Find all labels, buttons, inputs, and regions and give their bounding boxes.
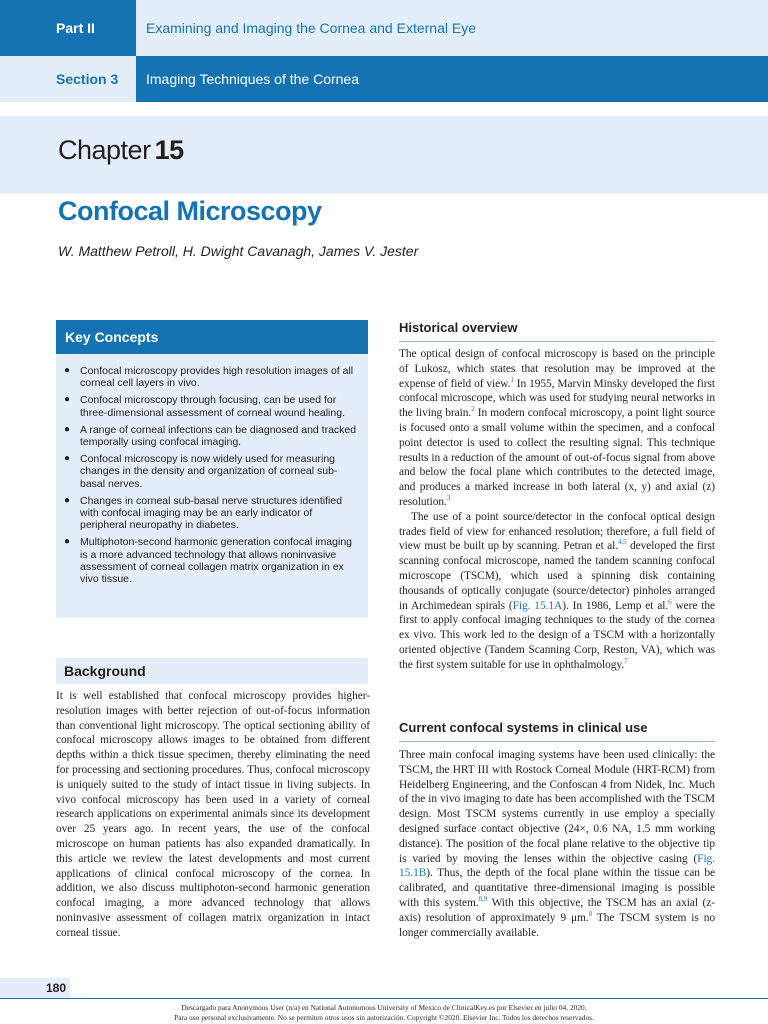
background-text (56, 689, 370, 941)
reference-link[interactable]: 3 (446, 494, 451, 503)
part-label: Part II (0, 0, 136, 56)
key-concept-item: ● A range of corneal infections can be diagnosed and tracked temporally using confocal imaging. (64, 423, 357, 449)
historical-paragraph-1: The optical design of confocal microscopy is based on the principle of Lukosz, which states that resolution may be improved at the expense of field of view.$^1$ In 1955, Marvin Minsky developed the first confocal microscope, which was used for studying neural networks in the living brain.$^2$ In modern confocal microscopy, a point light source is focused onto a small volume within the specimen, and a confocal point detector is used to collect the resulting signal. This technique results in a reduction of the amount of out-of-focus signal from above and below the focal plane which contributes to the detected image, and produces a marked increase in both lateral (x, y) and axial (z) resolution.$^3$ (399, 348, 716, 508)
section-band (0, 56, 768, 102)
chapter-authors: W. Matthew Petroll, H. Dwight Cavanagh, James V. Jester (58, 243, 419, 259)
key-concepts-heading: Key Concepts (56, 320, 368, 354)
historical-overview-text (399, 347, 715, 673)
bullet-icon: ● (64, 453, 71, 465)
key-concepts-box (56, 320, 368, 618)
chapter-label: Chapter (58, 135, 151, 165)
bullet-icon: ● (64, 423, 71, 435)
reference-link[interactable]: 8 (588, 909, 593, 918)
download-notice-line-1: Descargado para Anonymous User (n/a) en National Autonomous University of Mexico de ClinicalKey.es por Elsevier en julio 04, 2020. (181, 1003, 587, 1012)
figure-link[interactable]: Fig. 15.1A (512, 599, 563, 612)
reference-link[interactable]: 8,9 (478, 895, 488, 904)
bullet-icon: ● (64, 536, 71, 548)
key-concept-item: ● Confocal microscopy is now widely used for measuring changes in the density and organization of corneal sub-basal nerves. (64, 453, 338, 490)
reference-link[interactable]: 6 (668, 597, 672, 606)
background-heading: Background (56, 658, 368, 684)
background-paragraph: It is well established that confocal microscopy provides higher-resolution images with better rejection of out-of-focus information than conventional light microscopy. The optical sectioning ability of confocal microscopy allows images to be obtained from different depths within a thick tissue specimen, thereby eliminating the need for processing and sectioning procedures. Thus, confocal microscopy is uniquely suited to the study of intact tissue in living subjects. In vivo confocal microscopy has been used in a variety of corneal research applications on experimental animals since its development over 25 years ago. In recent years, the use of the confocal microscope on human patients has also expanded dramatically. In this article we review the latest developments and most current applications of clinical confocal microscopy of the cornea. In addition, we also discuss multiphoton-second harmonic generation confocal imaging, a more advanced technology that allows noninvasive assessment of collagen matrix organization in intact corneal tissue. (56, 690, 370, 939)
key-concept-item: ● Confocal microscopy provides high resolution images of all corneal cell layers in vivo. (64, 365, 354, 390)
download-notice (0, 1003, 768, 1023)
bullet-icon: ● (64, 365, 71, 376)
footer-rule (0, 998, 768, 999)
historical-overview-heading: Historical overview (399, 320, 715, 342)
chapter-number: 15 (154, 135, 184, 165)
bullet-icon: ● (64, 494, 71, 506)
reference-link[interactable]: 7 (624, 656, 628, 665)
key-concept-item: ● Confocal microscopy through focusing, can be used for three-dimensional assessment of corneal wound healing. (64, 394, 345, 419)
download-notice-line-2: Para uso personal exclusivamente. No se permiten otros usos sin autorización. Copyright ©2020. Elsevier Inc. Todos los derechos reservados. (174, 1013, 594, 1022)
chapter-heading (58, 135, 184, 166)
chapter-title: Confocal Microscopy (58, 196, 322, 226)
bullet-icon: ● (64, 394, 71, 406)
section-label: Section 3 (0, 56, 136, 102)
reference-link[interactable]: 2 (471, 405, 475, 414)
key-concept-item: ● Changes in corneal sub-basal nerve structures identified with confocal imaging may be an early indicator of peripheral neuropathy in diabetes. (64, 494, 343, 532)
part-band (0, 0, 768, 56)
key-concept-item: ● Multiphoton-second harmonic generation confocal imaging is a more advanced technology that allows noninvasive assessment of corneal collagen matrix organization in ex vivo tissue. (64, 536, 352, 586)
current-paragraph-1: Three main confocal imaging systems have been used clinically: the TSCM, the HRT III with Rostock Corneal Module (HRT-RCM) from Heidelberg Engineering, and the Confoscan 4 from Nidek, Inc. Much of the in vivo imaging to date has been accomplished with the TSCM design. Most TSCM systems currently in use employ a specially designed surface contact objective (24×, 0.6 NA, 1.5 mm working distance). The position of the focal plane relative to the objective tip is varied by moving the lenses within the objective casing (Fig. 15.1B). Thus, the depth of the focal plane within the tissue can be calibrated, and quantitative three-dimensional imaging is possible with this system.$^{8,9}$ With this objective, the TSCM has an axial (z-axis) resolution of approximately 9 μm.$^8$ The TSCM system is no longer commercially available. (399, 749, 716, 939)
section-title: Imaging Techniques of the Cornea (146, 71, 359, 87)
reference-link[interactable]: 1 (510, 375, 514, 384)
part-title: Examining and Imaging the Cornea and External Eye (146, 20, 476, 36)
current-systems-heading: Current confocal systems in clinical use (399, 720, 715, 742)
key-concepts-list (56, 354, 368, 585)
reference-link[interactable]: 4,5 (618, 538, 627, 547)
current-systems-text (399, 748, 715, 940)
page-number: 180 (0, 978, 70, 998)
historical-paragraph-2: The use of a point source/detector in the confocal optical design trades field of view for enhanced resolution; therefore, a full field of view must be built up by scanning. Petran et al.$^{4,5}$ developed the first scanning confocal microscope, named the tandem scanning confocal microscope (TSCM), which used a spinning disk containing thousands of optically conjugate (source/detector) pinholes arranged in Archimedean spirals (Fig. 15.1A). In 1986, Lemp et al.$^6$ were the first to apply confocal imaging techniques to the study of the cornea ex vivo. This work led to the design of a TSCM with a horizontally oriented objective (Tandem Scanning Corp, Reston, VA), which was the first system suitable for use in ophthalmology.$^7$ (399, 510, 715, 671)
figure-link[interactable]: Fig. 15.1B (399, 852, 715, 880)
